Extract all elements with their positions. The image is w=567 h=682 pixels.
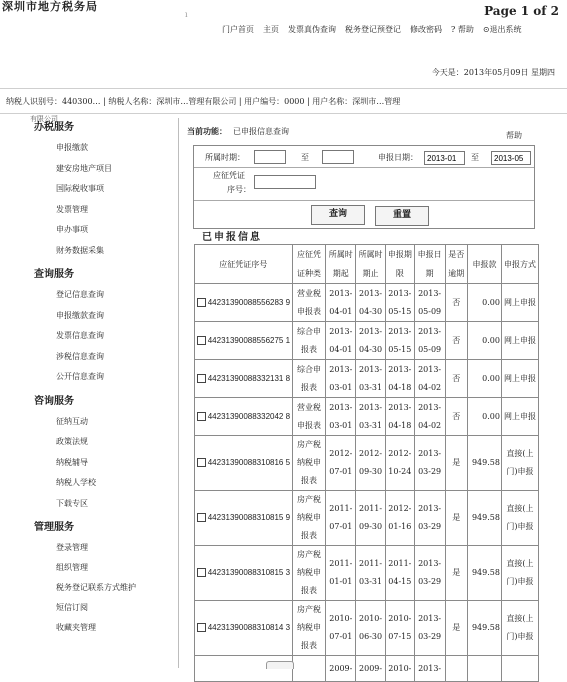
amount-cell: 949.58 — [468, 601, 502, 656]
row-checkbox[interactable] — [197, 458, 206, 467]
table-row — [195, 601, 539, 656]
nav-tax-preregister[interactable]: 税务登记预登记 — [345, 25, 401, 34]
voucher-no-cell — [195, 360, 293, 398]
declare-date-cell: 2013-04-02 — [414, 398, 445, 436]
tick-mark: ı — [185, 10, 188, 19]
col-header-period-start: 所属时期起 — [326, 245, 356, 284]
deadline-cell: 2012-10-24 — [385, 436, 414, 491]
sidebar-item-construction-realestate[interactable]: 建安房地产项目 — [56, 163, 112, 173]
row-checkbox[interactable] — [197, 513, 206, 522]
period-start-cell: 2011-01-01 — [326, 546, 356, 601]
divider — [0, 113, 567, 114]
amount-cell: 949.58 — [468, 546, 502, 601]
to-label: 至 — [301, 153, 309, 162]
col-header-voucher-no: 应征凭证序号 — [195, 245, 293, 284]
sidebar-item-declare-pay[interactable]: 申报缴款 — [56, 143, 88, 152]
nav-logout[interactable]: ⊙退出系统 — [482, 25, 522, 34]
sidebar-item-downloads[interactable]: 下载专区 — [56, 498, 88, 508]
sidebar-item-public-info-query[interactable]: 公开信息查询 — [56, 372, 104, 381]
col-header-amount: 申报款 — [468, 245, 502, 284]
col-header-overdue: 是否逾期 — [445, 245, 468, 284]
voucher-no-cell — [195, 284, 293, 322]
table-row — [195, 284, 539, 322]
row-checkbox[interactable] — [197, 568, 206, 577]
search-button[interactable]: 查询 — [311, 205, 365, 225]
nav-invoice-verify[interactable]: 发票真伪查询 — [288, 25, 336, 34]
voucher-number-input[interactable] — [254, 175, 316, 189]
period-end-cell: 2013-03-31 — [356, 398, 386, 436]
period-start-cell: 2013-04-01 — [326, 322, 356, 360]
voucher-no-text: 44231390088332131 8 — [207, 373, 291, 383]
amount-cell: 0.00 — [468, 398, 502, 436]
site-title: 深圳市地方税务局 — [2, 0, 98, 13]
sidebar-item-tax-guidance[interactable]: 纳税辅导 — [56, 457, 88, 467]
sidebar-divider — [178, 118, 179, 668]
period-start-cell: 2010-07-01 — [326, 601, 356, 656]
period-start-cell: 2009- — [326, 656, 356, 682]
voucher-no-cell — [195, 398, 293, 436]
declare-date-cell: 2013-03-29 — [414, 546, 445, 601]
query-form — [193, 145, 535, 229]
voucher-type-cell: 综合申报表 — [292, 322, 326, 360]
top-nav — [222, 24, 522, 35]
sidebar-item-taxpayer-school[interactable]: 纳税人学校 — [56, 478, 96, 487]
amount-cell: 0.00 — [468, 322, 502, 360]
table-header-row — [195, 245, 539, 284]
nav-change-password[interactable]: 修改密码 — [410, 25, 442, 34]
breadcrumb-label: 当前功能： — [187, 126, 227, 136]
method-cell: 网上申报 — [501, 322, 538, 360]
voucher-no-text: 44231390088310814 3 — [207, 623, 291, 632]
overdue-cell: 否 — [445, 322, 468, 360]
sidebar-item-login-mgmt[interactable]: 登录管理 — [56, 543, 88, 552]
period-end-cell: 2013-04-30 — [356, 322, 386, 360]
period-label: 所属时期： — [205, 153, 245, 162]
amount-cell: 949.58 — [468, 491, 502, 546]
voucher-type-cell: 营业税申报表 — [292, 284, 326, 322]
col-header-deadline: 申报期限 — [385, 245, 414, 284]
voucher-no-cell — [195, 436, 293, 491]
nav-help[interactable]: ? 帮助 — [451, 25, 474, 34]
sidebar-item-international-tax[interactable]: 国际税收事项 — [56, 184, 104, 193]
period-end-cell: 2013-03-31 — [356, 360, 386, 398]
help-link[interactable]: 帮助 — [506, 131, 522, 140]
table-row — [195, 360, 539, 398]
table-row — [195, 436, 539, 491]
declare-date-cell: 2013-05-09 — [414, 322, 445, 360]
declare-date-from-input[interactable] — [424, 151, 465, 165]
period-end-cell: 2010-06-30 — [356, 601, 386, 656]
reset-button[interactable]: 重置 — [375, 206, 429, 226]
voucher-label: 应征凭证 — [213, 171, 245, 180]
sidebar-item-favorites[interactable]: 收藏夹管理 — [56, 623, 96, 632]
period-end-cell: 2013-04-30 — [356, 284, 386, 322]
voucher-no-text: 44231390088556283 9 — [207, 297, 291, 307]
voucher-type-cell: 房产税纳税申报表 — [292, 436, 326, 491]
declare-date-cell: 2013-04-02 — [414, 360, 445, 398]
deadline-cell: 2010- — [385, 656, 414, 682]
overdue-cell: 是 — [445, 546, 468, 601]
period-end-cell: 2011-09-30 — [356, 491, 386, 546]
row-checkbox[interactable] — [197, 374, 206, 383]
sidebar-item-contact-maintenance[interactable]: 税务登记联系方式维护 — [56, 583, 136, 592]
sidebar-item-invoice-mgmt[interactable]: 发票管理 — [56, 204, 88, 214]
results-table — [194, 244, 539, 682]
voucher-no-cell — [195, 546, 293, 601]
sidebar-section-management: 管理服务 — [34, 522, 74, 533]
overdue-cell: 否 — [445, 360, 468, 398]
deadline-cell: 2013-04-18 — [385, 398, 414, 436]
declare-date-cell: 2013-03-29 — [414, 436, 445, 491]
table-row — [195, 398, 539, 436]
deadline-cell: 2010-07-15 — [385, 601, 414, 656]
period-start-cell: 2011-07-01 — [326, 491, 356, 546]
voucher-no-text: 44231390088310815 9 — [207, 513, 291, 522]
amount-cell: 0.00 — [468, 360, 502, 398]
period-start-cell: 2013-03-01 — [326, 360, 356, 398]
voucher-no-cell — [195, 491, 293, 546]
to-label: 至 — [471, 153, 479, 162]
col-header-voucher-type: 应征凭证种类 — [292, 245, 326, 284]
row-divider — [194, 167, 534, 168]
sidebar-item-sms-subscribe[interactable]: 短信订阅 — [56, 603, 88, 612]
period-end-cell: 2012-09-30 — [356, 436, 386, 491]
sidebar-item-financial-data[interactable]: 财务数据采集 — [56, 245, 104, 255]
voucher-label-2: 序号： — [227, 185, 251, 194]
sidebar-item-declare-pay-query[interactable]: 申报缴款查询 — [56, 310, 104, 320]
declare-date-cell: 2013-03-29 — [414, 491, 445, 546]
deadline-cell: 2013-05-15 — [385, 284, 414, 322]
sidebar — [28, 118, 174, 638]
voucher-type-cell: 营业税申报表 — [292, 398, 326, 436]
voucher-type-cell: 房产税纳税申报表 — [292, 546, 326, 601]
cropped-text: 有限公司 — [30, 115, 58, 123]
sidebar-item-applications[interactable]: 申办事项 — [56, 225, 88, 234]
method-cell: 直接(上门)申报 — [501, 546, 538, 601]
period-start-cell: 2013-03-01 — [326, 398, 356, 436]
sidebar-item-policies[interactable]: 政策法规 — [56, 437, 88, 446]
col-header-declare-date: 申报日期 — [414, 245, 445, 284]
overdue-cell: 是 — [445, 601, 468, 656]
deadline-cell: 2011-04-15 — [385, 546, 414, 601]
nav-portal-home[interactable]: 门户首页 — [222, 25, 254, 34]
nav-home[interactable]: 主页 — [263, 25, 279, 34]
declare-date-label: 申报日期： — [378, 153, 418, 162]
table-row — [195, 322, 539, 360]
user-info-bar: 纳税人识别号：440300… | 纳税人名称：深圳市…管理有限公司 | 用户编号：0000 | 用户名称：深圳市…管理 — [6, 97, 401, 106]
row-checkbox[interactable] — [197, 336, 206, 345]
declare-date-cell: 2013- — [414, 656, 445, 682]
sidebar-section-consult: 咨询服务 — [34, 395, 74, 407]
amount-cell: 0.00 — [468, 284, 502, 322]
page-indicator: Page 1 of 2 — [484, 4, 559, 18]
declare-date-cell: 2013-03-29 — [414, 601, 445, 656]
sidebar-item-org-mgmt[interactable]: 组织管理 — [56, 563, 88, 572]
method-cell: 直接(上门)申报 — [501, 491, 538, 546]
period-end-cell: 2011-03-31 — [356, 546, 386, 601]
amount-cell: 949.58 — [468, 436, 502, 491]
voucher-no-text: 44231390088310815 3 — [207, 568, 291, 577]
sidebar-section-query: 查询服务 — [34, 269, 74, 280]
voucher-type-cell: 房产税纳税申报表 — [292, 601, 326, 656]
sidebar-item-tax-info-query[interactable]: 涉税信息查询 — [56, 351, 104, 361]
table-row — [195, 656, 539, 682]
voucher-no-cell — [195, 601, 293, 656]
method-cell — [501, 656, 538, 682]
period-end-cell: 2009- — [356, 656, 386, 682]
period-start-cell: 2013-04-01 — [326, 284, 356, 322]
sidebar-item-interaction[interactable]: 征纳互动 — [56, 416, 88, 426]
period-from-input[interactable] — [254, 150, 286, 164]
voucher-type-cell: 房产税纳税申报表 — [292, 491, 326, 546]
table-row — [195, 546, 539, 601]
declare-date-to-input[interactable] — [491, 151, 531, 165]
overdue-cell: 是 — [445, 436, 468, 491]
row-checkbox[interactable] — [197, 298, 206, 307]
period-start-cell: 2012-07-01 — [326, 436, 356, 491]
overdue-cell: 否 — [445, 398, 468, 436]
results-title: 已申报信息 — [202, 232, 262, 243]
overdue-cell — [445, 656, 468, 682]
date-line: 今天是：2013年05月09日 星期四 — [431, 68, 555, 77]
row-checkbox[interactable] — [197, 412, 206, 421]
voucher-type-cell: 综合申报表 — [292, 360, 326, 398]
sidebar-section-tax-service: 办税服务 — [34, 122, 74, 133]
overdue-cell: 是 — [445, 491, 468, 546]
row-divider — [194, 200, 534, 201]
breadcrumb-value: 已申报信息查询 — [233, 127, 289, 136]
col-header-method: 申报方式 — [501, 245, 538, 284]
voucher-no-text: 44231390088332042 8 — [207, 411, 291, 421]
deadline-cell: 2012-01-16 — [385, 491, 414, 546]
method-cell: 直接(上门)申报 — [501, 436, 538, 491]
row-checkbox[interactable] — [197, 623, 206, 632]
method-cell: 网上申报 — [501, 398, 538, 436]
amount-cell — [468, 656, 502, 682]
voucher-no-text: 44231390088556275 1 — [207, 335, 291, 345]
voucher-no-cell — [195, 322, 293, 360]
deadline-cell: 2013-05-15 — [385, 322, 414, 360]
method-cell: 网上申报 — [501, 360, 538, 398]
col-header-period-end: 所属时期止 — [356, 245, 386, 284]
sidebar-item-registration-query[interactable]: 登记信息查询 — [56, 290, 104, 299]
divider — [0, 88, 567, 89]
period-to-input[interactable] — [322, 150, 354, 164]
declare-date-cell: 2013-05-09 — [414, 284, 445, 322]
voucher-no-text: 44231390088310816 5 — [207, 458, 291, 467]
method-cell: 网上申报 — [501, 284, 538, 322]
overdue-cell: 否 — [445, 284, 468, 322]
table-row — [195, 491, 539, 546]
deadline-cell: 2013-04-18 — [385, 360, 414, 398]
method-cell: 直接(上门)申报 — [501, 601, 538, 656]
sidebar-item-invoice-query[interactable]: 发票信息查询 — [56, 331, 104, 340]
voucher-type-cell — [292, 656, 326, 682]
